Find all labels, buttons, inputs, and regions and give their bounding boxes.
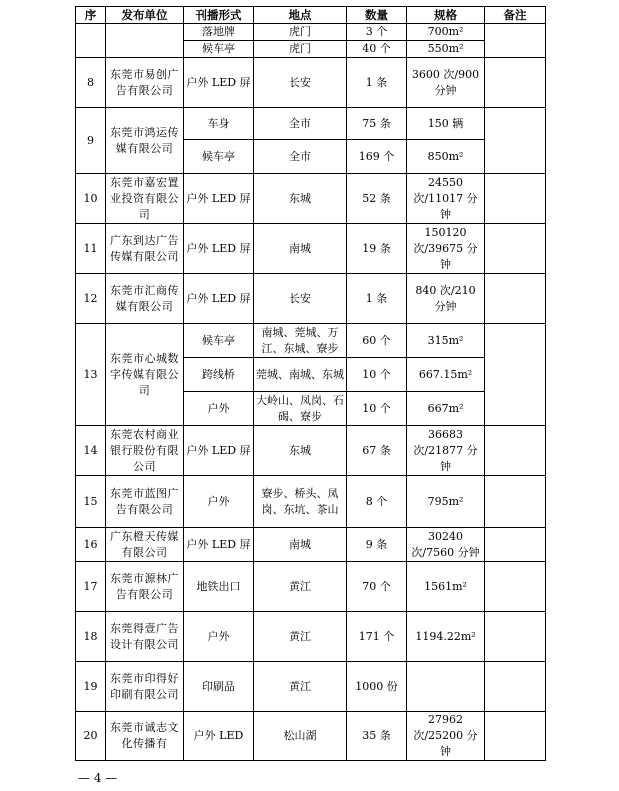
cell-spec: 315m² <box>407 324 485 358</box>
cell-location: 黄江 <box>254 612 347 662</box>
cell-spec: 150120 次/39675 分钟 <box>407 224 485 274</box>
cell-form: 户外 <box>184 476 254 528</box>
cell-location: 东城 <box>254 174 347 224</box>
cell-spec: 1194.22m² <box>407 612 485 662</box>
table-row <box>76 224 546 274</box>
cell-publisher: 广东橙天传媒有限公司 <box>106 528 184 562</box>
cell-location: 南城 <box>254 528 347 562</box>
cell-location: 黄江 <box>254 662 347 712</box>
cell-form: 户外 LED 屏 <box>184 174 254 224</box>
cell-form: 候车亭 <box>184 140 254 174</box>
cell-spec: 27962 次/25200 分钟 <box>407 712 485 761</box>
header-spec: 规格 <box>407 7 485 24</box>
header-form: 刊播形式 <box>184 7 254 24</box>
cell-quantity: 60 个 <box>347 324 407 358</box>
cell-location: 全市 <box>254 140 347 174</box>
cell-spec: 667m² <box>407 392 485 426</box>
cell-form: 候车亭 <box>184 41 254 58</box>
table-row <box>76 24 546 41</box>
header-seq: 序 <box>76 7 106 24</box>
cell-form: 车身 <box>184 108 254 140</box>
cell-spec: 550m² <box>407 41 485 58</box>
cell-remark <box>485 528 546 562</box>
cell-spec: 840 次/210 分钟 <box>407 274 485 324</box>
cell-publisher: 东莞市鸿运传媒有限公司 <box>106 108 184 174</box>
cell-spec: 30240 次/7560 分钟 <box>407 528 485 562</box>
cell-seq: 15 <box>76 476 106 528</box>
cell-location: 长安 <box>254 58 347 108</box>
cell-location: 大岭山、凤岗、石碣、寮步 <box>254 392 347 426</box>
cell-quantity: 169 个 <box>347 140 407 174</box>
cell-quantity: 171 个 <box>347 612 407 662</box>
cell-quantity: 70 个 <box>347 562 407 612</box>
cell-seq: 9 <box>76 108 106 174</box>
cell-quantity: 75 条 <box>347 108 407 140</box>
cell-seq: 14 <box>76 426 106 476</box>
cell-remark <box>485 108 546 174</box>
header-quantity: 数量 <box>347 7 407 24</box>
cell-seq: 19 <box>76 662 106 712</box>
cell-quantity: 8 个 <box>347 476 407 528</box>
cell-form: 户外 LED 屏 <box>184 224 254 274</box>
cell-seq <box>76 24 106 58</box>
table-row <box>76 274 546 324</box>
cell-publisher: 东莞市嘉宏置业投资有限公司 <box>106 174 184 224</box>
cell-quantity: 67 条 <box>347 426 407 476</box>
cell-publisher <box>106 24 184 58</box>
cell-seq: 10 <box>76 174 106 224</box>
cell-remark <box>485 612 546 662</box>
table-row <box>76 174 546 224</box>
cell-form: 户外 LED 屏 <box>184 58 254 108</box>
table-header-row <box>76 7 546 24</box>
cell-spec <box>407 662 485 712</box>
table-body <box>76 24 546 761</box>
cell-spec: 850m² <box>407 140 485 174</box>
cell-publisher: 东莞市印得好印刷有限公司 <box>106 662 184 712</box>
cell-remark <box>485 324 546 426</box>
cell-spec: 795m² <box>407 476 485 528</box>
cell-remark <box>485 562 546 612</box>
cell-quantity: 52 条 <box>347 174 407 224</box>
cell-location: 南城 <box>254 224 347 274</box>
cell-spec: 150 辆 <box>407 108 485 140</box>
cell-publisher: 东莞农村商业银行股份有限公司 <box>106 426 184 476</box>
cell-quantity: 19 条 <box>347 224 407 274</box>
cell-form: 户外 LED 屏 <box>184 274 254 324</box>
cell-remark <box>485 662 546 712</box>
table-row <box>76 58 546 108</box>
table-row <box>76 528 546 562</box>
cell-quantity: 10 个 <box>347 358 407 392</box>
cell-seq: 12 <box>76 274 106 324</box>
cell-remark <box>485 426 546 476</box>
cell-location: 虎门 <box>254 24 347 41</box>
cell-form: 户外 <box>184 612 254 662</box>
cell-spec: 1561m² <box>407 562 485 612</box>
cell-form: 户外 <box>184 392 254 426</box>
cell-publisher: 东莞得壹广告设计有限公司 <box>106 612 184 662</box>
cell-quantity: 1000 份 <box>347 662 407 712</box>
cell-form: 落地牌 <box>184 24 254 41</box>
cell-location: 莞城、南城、东城 <box>254 358 347 392</box>
table-row <box>76 712 546 761</box>
cell-quantity: 10 个 <box>347 392 407 426</box>
cell-seq: 17 <box>76 562 106 612</box>
cell-spec: 24550 次/11017 分钟 <box>407 174 485 224</box>
cell-quantity: 40 个 <box>347 41 407 58</box>
cell-quantity: 1 条 <box>347 58 407 108</box>
cell-form: 户外 LED 屏 <box>184 528 254 562</box>
cell-location: 虎门 <box>254 41 347 58</box>
page-number: — 4 — <box>78 771 118 785</box>
cell-publisher: 东莞市心城数字传媒有限公司 <box>106 324 184 426</box>
table-row <box>76 562 546 612</box>
cell-spec: 36683 次/21877 分钟 <box>407 426 485 476</box>
cell-form: 户外 LED <box>184 712 254 761</box>
cell-remark <box>485 24 546 58</box>
cell-form: 户外 LED 屏 <box>184 426 254 476</box>
cell-spec: 667.15m² <box>407 358 485 392</box>
cell-remark <box>485 224 546 274</box>
cell-publisher: 东莞市易创广告有限公司 <box>106 58 184 108</box>
table-row <box>76 108 546 140</box>
cell-remark <box>485 58 546 108</box>
cell-location: 长安 <box>254 274 347 324</box>
cell-seq: 13 <box>76 324 106 426</box>
cell-publisher: 广东到达广告传媒有限公司 <box>106 224 184 274</box>
cell-publisher: 东莞市蓝图广告有限公司 <box>106 476 184 528</box>
cell-location: 黄江 <box>254 562 347 612</box>
cell-remark <box>485 174 546 224</box>
cell-location: 寮步、桥头、凤岗、东坑、茶山 <box>254 476 347 528</box>
cell-seq: 16 <box>76 528 106 562</box>
cell-quantity: 35 条 <box>347 712 407 761</box>
advertising-table <box>75 6 546 761</box>
cell-location: 南城、莞城、万江、东城、寮步 <box>254 324 347 358</box>
cell-form: 印刷品 <box>184 662 254 712</box>
table-row <box>76 662 546 712</box>
cell-form: 跨线桥 <box>184 358 254 392</box>
cell-publisher: 东莞市诚志文化传播有 <box>106 712 184 761</box>
table-row <box>76 426 546 476</box>
cell-location: 东城 <box>254 426 347 476</box>
cell-form: 地铁出口 <box>184 562 254 612</box>
cell-publisher: 东莞市源林广告有限公司 <box>106 562 184 612</box>
cell-seq: 20 <box>76 712 106 761</box>
cell-seq: 18 <box>76 612 106 662</box>
table-row <box>76 476 546 528</box>
cell-quantity: 1 条 <box>347 274 407 324</box>
cell-remark <box>485 712 546 761</box>
header-unit: 发布单位 <box>106 7 184 24</box>
cell-seq: 8 <box>76 58 106 108</box>
cell-quantity: 9 条 <box>347 528 407 562</box>
cell-seq: 11 <box>76 224 106 274</box>
table-row <box>76 612 546 662</box>
cell-remark <box>485 274 546 324</box>
header-location: 地点 <box>254 7 347 24</box>
table-row <box>76 324 546 358</box>
header-remark: 备注 <box>485 7 546 24</box>
cell-remark <box>485 476 546 528</box>
cell-location: 全市 <box>254 108 347 140</box>
cell-spec: 3600 次/900 分钟 <box>407 58 485 108</box>
cell-publisher: 东莞市汇商传媒有限公司 <box>106 274 184 324</box>
cell-quantity: 3 个 <box>347 24 407 41</box>
cell-form: 候车亭 <box>184 324 254 358</box>
cell-spec: 700m² <box>407 24 485 41</box>
cell-location: 松山湖 <box>254 712 347 761</box>
